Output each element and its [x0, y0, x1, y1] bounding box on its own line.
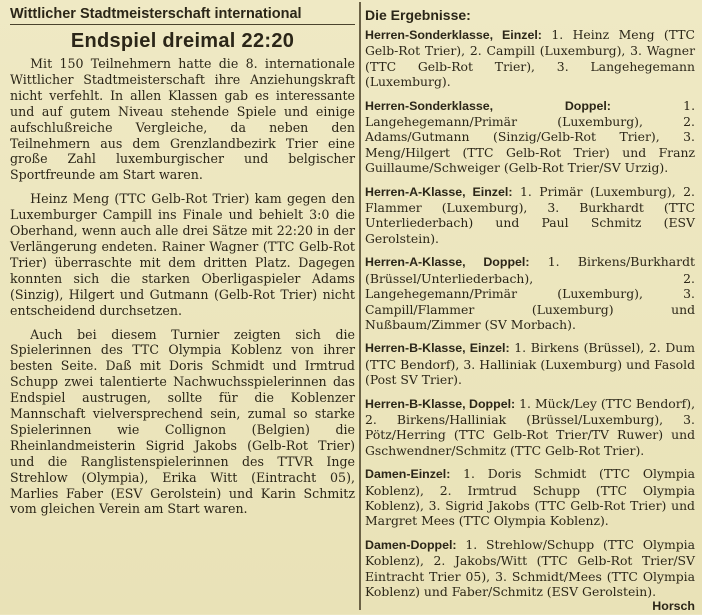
result-entry: [365, 27, 695, 90]
article-kicker: Wittlicher Stadtmeisterschaft international: [10, 6, 355, 25]
results-column: [365, 6, 695, 615]
result-category: Herren-B-Klasse, Einzel:: [365, 341, 510, 356]
result-category: Herren-Sonderklasse, Einzel:: [365, 28, 542, 42]
result-category: Herren-A-Klasse, Einzel:: [365, 184, 513, 199]
result-text: 1. Mück/Ley (TTC Bendorf), 2. Birkens/Halliniak (Brüssel/Luxemburg), 3. Pötz/Herring (TTC Gelb-Rot Trier/TV Ruwer) und Gschwendner/Schmitz (TTC Gelb-Rot Trier).: [365, 395, 696, 458]
result-category: Herren-B-Klasse, Doppel:: [365, 396, 516, 411]
result-text: 1. Birkens/Burkhardt (Brüssel/Unterliederbach), 2. Langehegemann/Primär (Luxemburg), 3. Campill/Flammer (Luxemburg) und Nußbaum/Zimmer (SV Morbach).: [365, 254, 695, 332]
article-paragraph-3: Auch bei diesem Turnier zeigten sich die Spielerinnen des TTC Olympia Koblenz von ihrer besten Seite. Daß mit Doris Schmidt und Irmtrud Schupp zwei talentierte Nachwuchsspielerinnen das Endspiel austrugen, sollte für die Koblenzer Mannschaft vielversprechend sein, zumal so starke Spielerinnen wie Collignon (Belgien) die Rheinlandmeisterin Sigrid Jakobs (Gelb-Rot Trier) und die Ranglistenspielerinnen des TTVR Inge Strehlow (Olympia), Erika Witt (Eintracht 05), Marlies Faber (ESV Gerolstein) und Karin Schmitz vom gleichen Verein am Start waren.: [10, 326, 355, 517]
result-category: Damen-Einzel:: [365, 467, 451, 482]
article-paragraph-2: Heinz Meng (TTC Gelb-Rot Trier) kam gegen den Luxemburger Campill ins Finale und behielt 3:0 die Oberhand, wenn auch alle drei Sätze mit 22:20 in der Verlängerung endeten. Rainer Wagner (TTC Gelb-Rot Trier) überraschte mit dem dritten Platz. Dagegen konnten sich die starken Oberligaspieler Adams (Sinzig), Hilgert und Gutmann (Gelb-Rot Trier) nicht entscheidend durchsetzen.: [10, 191, 355, 318]
result-entry: [365, 536, 695, 614]
result-category: Damen-Doppel:: [365, 537, 457, 552]
result-entry: [365, 98, 695, 176]
result-entry: [365, 340, 695, 387]
result-category: Herren-A-Klasse, Doppel:: [365, 255, 530, 270]
result-entry: [365, 184, 695, 247]
result-text: 1. Langehegemann/Primär (Luxemburg), 2. Adams/Gutmann (Sinzig/Gelb-Rot Trier), 3. Meng/Hilgert (TTC Gelb-Rot Trier) und Franz Guillaume/Schweiger (Gelb-Rot Trier/SV Urzig).: [365, 97, 696, 176]
result-text: 1. Heinz Meng (TTC Gelb-Rot Trier), 2. Campill (Luxemburg), 3. Wagner (TTC Gelb-Rot Trier), 3. Langehegemann (Luxemburg).: [365, 27, 695, 90]
article-headline: Endspiel dreimal 22:20: [70, 30, 295, 52]
result-entry: [365, 254, 695, 332]
result-category: Herren-Sonderklasse, Doppel:: [365, 98, 611, 113]
author-signature: Horsch: [652, 599, 695, 614]
result-entry: [365, 396, 695, 459]
result-text: 1. Strehlow/Schupp (TTC Olympia Koblenz), 2. Jakobs/Witt (TTC Gelb-Rot Trier/SV Eintracht Trier 05), 3. Schmidt/Mees (TTC Olympia Koblenz) und Faber/Schmitz (ESV Gerolstein).: [365, 536, 695, 599]
article-column: [10, 6, 355, 525]
result-text: 1. Birkens (Brüssel), 2. Dum (TTC Bendorf), 3. Halliniak (Luxemburg) und Fasold (Post SV Trier).: [365, 340, 695, 388]
result-text: 1. Doris Schmidt (TTC Olympia Koblenz), 2. Irmtrud Schupp (TTC Olympia Koblenz), 3. Sigrid Jakobs (TTC Gelb-Rot Trier) und Margret Mees (TTC Olympia Koblenz).: [365, 466, 695, 529]
result-text: 1. Primär (Luxemburg), 2. Flammer (Luxemburg), 3. Burkhardt (TTC Unterliederbach) und Paul Schmitz (ESV Gerolstein).: [365, 183, 695, 246]
article-paragraph-1: Mit 150 Teilnehmern hatte die 8. internationale Wittlicher Stadtmeisterschaft ihre Anziehungskraft nicht verfehlt. In allen Klassen gab es interessante und auf gutem Niveau stehende Spiele und einige aufschlußreiche Vergleiche, da neben den Teilnehmern aus dem Grenzlandbezirk Trier eine große Zahl luxemburgischer und belgischer Sportfreunde am Start waren.: [10, 56, 355, 183]
results-heading: Die Ergebnisse:: [365, 7, 471, 23]
column-divider: [359, 2, 361, 610]
result-entry: [365, 466, 695, 529]
